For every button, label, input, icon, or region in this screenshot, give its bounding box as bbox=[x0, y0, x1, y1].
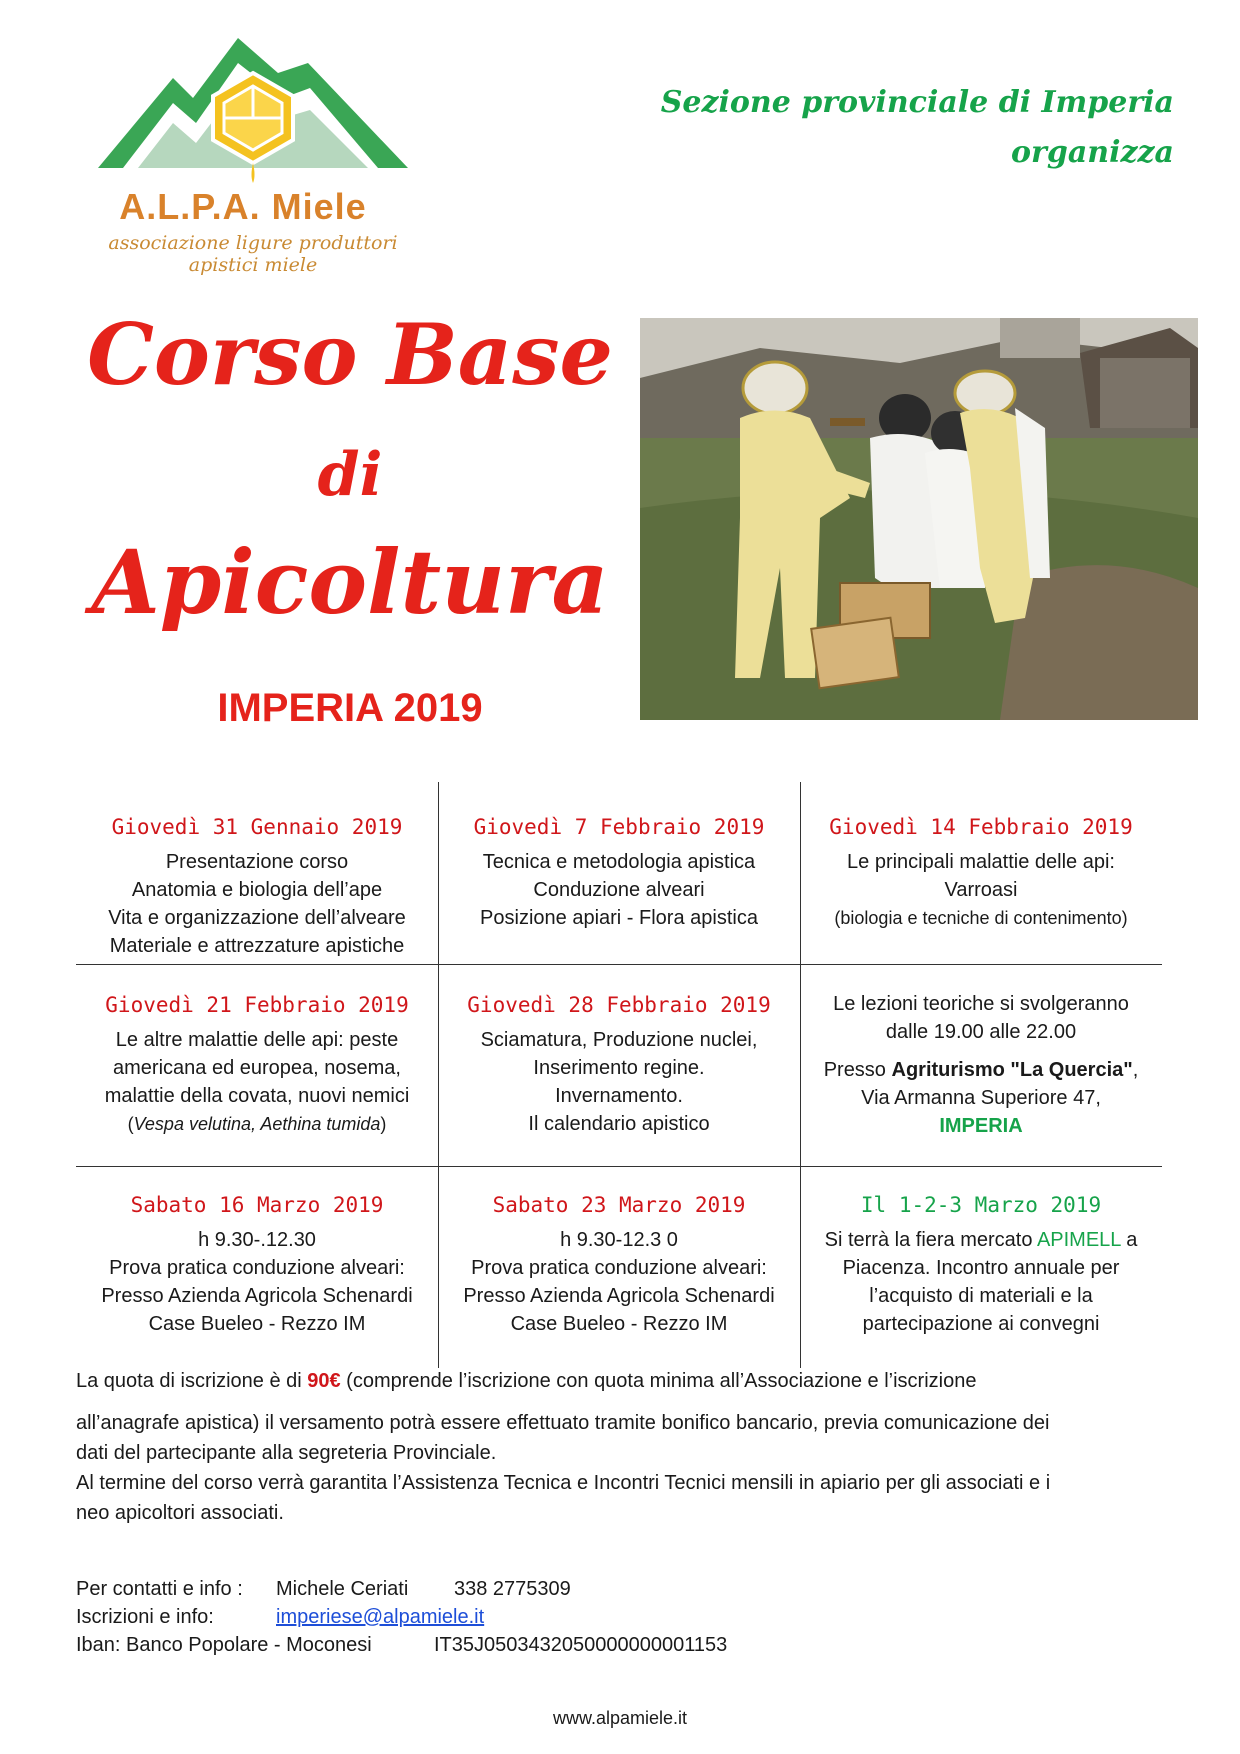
fee-amount: 90€ bbox=[307, 1370, 341, 1392]
lesson-topic: Case Bueleo - Rezzo IM bbox=[510, 1313, 728, 1335]
lesson-date: Giovedì 21 Febbraio 2019 bbox=[105, 993, 409, 1017]
beekeepers-photo bbox=[640, 318, 1198, 720]
fee-line1 bbox=[76, 1366, 1166, 1396]
fee-suffix: (comprende l’iscrizione con quota minima all’Associazione e l’iscrizione bbox=[340, 1370, 977, 1392]
mountain-honeycomb-icon bbox=[78, 18, 428, 188]
lesson-date: Giovedì 31 Gennaio 2019 bbox=[111, 815, 403, 839]
lesson-cell-3 bbox=[802, 812, 1160, 932]
fiera-topic: Piacenza. Incontro annuale per bbox=[842, 1257, 1120, 1279]
venue-name: Agriturismo "La Quercia" bbox=[891, 1059, 1133, 1081]
alpa-miele-logo bbox=[78, 18, 428, 276]
contact-info-label: Per contatti e info : bbox=[76, 1578, 243, 1600]
fiera-topic: partecipazione ai convegni bbox=[862, 1313, 1100, 1335]
lesson-topic: Il calendario apistico bbox=[528, 1113, 710, 1135]
grid-divider-2 bbox=[800, 782, 801, 1368]
grid-row-divider-2 bbox=[76, 1166, 1162, 1167]
fiera-topic: l’acquisto di materiali e la bbox=[869, 1285, 1093, 1307]
lesson-topic: h 9.30-.12.30 bbox=[198, 1229, 316, 1251]
sezione-line2: organizza bbox=[1011, 135, 1174, 170]
fee-line5: neo apicoltori associati. bbox=[76, 1502, 284, 1524]
lesson-time-info: Le lezioni teoriche si svolgeranno bbox=[833, 993, 1129, 1015]
note-paren-close: ) bbox=[380, 1114, 387, 1134]
lesson-topic: Inserimento regine. bbox=[533, 1057, 705, 1079]
logo-tagline: associazione ligure produttori apistici miele bbox=[108, 232, 398, 276]
lesson-date: Giovedì 14 Febbraio 2019 bbox=[829, 815, 1133, 839]
fee-line4: Al termine del corso verrà garantita l’Assistenza Tecnica e Incontri Tecnici mensili in apiario per gli associati e i bbox=[76, 1472, 1051, 1494]
lesson-date: Giovedì 28 Febbraio 2019 bbox=[467, 993, 771, 1017]
lesson-time-info: dalle 19.00 alle 22.00 bbox=[885, 1021, 1077, 1043]
lesson-topic: Invernamento. bbox=[555, 1085, 683, 1107]
contact-name: Michele Ceriati bbox=[276, 1578, 409, 1600]
lesson-topic: Case Bueleo - Rezzo IM bbox=[148, 1313, 366, 1335]
lesson-topic: Le altre malattie delle api: peste bbox=[115, 1029, 399, 1051]
lesson-date: Sabato 23 Marzo 2019 bbox=[492, 1193, 746, 1217]
lesson-topic: Anatomia e biologia dell’ape bbox=[131, 879, 383, 901]
venue-info-cell bbox=[802, 990, 1160, 1140]
lesson-topic: americana ed europea, nosema, bbox=[113, 1057, 401, 1079]
title-line4: IMPERIA 2019 bbox=[217, 686, 483, 730]
lesson-topic: Prova pratica conduzione alveari: bbox=[471, 1257, 767, 1279]
sezione-line1: Sezione provinciale di Imperia bbox=[660, 85, 1174, 120]
lesson-topic: Prova pratica conduzione alveari: bbox=[109, 1257, 405, 1279]
lesson-topic: h 9.30-12.3 0 bbox=[560, 1229, 678, 1251]
lesson-topic: Presso Azienda Agricola Schenardi bbox=[463, 1285, 775, 1307]
contact-phone: 338 2775309 bbox=[454, 1578, 571, 1600]
iban-label: Iban: Banco Popolare - Moconesi bbox=[76, 1634, 372, 1656]
lesson-topic: Conduzione alveari bbox=[533, 879, 705, 901]
venue-prefix: Presso bbox=[823, 1059, 892, 1081]
lesson-note-pests: Vespa velutina, Aethina tumida bbox=[133, 1114, 381, 1134]
fiera-prefix: Si terrà la fiera mercato bbox=[824, 1229, 1037, 1251]
note-paren-open: ( bbox=[127, 1114, 134, 1134]
lesson-topic: Sciamatura, Produzione nuclei, bbox=[480, 1029, 758, 1051]
lesson-cell-2 bbox=[440, 812, 798, 932]
fiera-cell bbox=[802, 1190, 1160, 1338]
fee-prefix: La quota di iscrizione è di bbox=[76, 1370, 308, 1392]
lesson-cell-5 bbox=[440, 990, 798, 1138]
iscrizioni-label: Iscrizioni e info: bbox=[76, 1606, 214, 1628]
fiera-line bbox=[802, 1226, 1160, 1254]
lesson-cell-4 bbox=[78, 990, 436, 1138]
lesson-topic: Tecnica e metodologia apistica bbox=[482, 851, 756, 873]
lesson-topic: Presentazione corso bbox=[165, 851, 349, 873]
lesson-cell-1 bbox=[78, 812, 436, 960]
logo-name: A.L.P.A. Miele bbox=[119, 186, 367, 227]
venue-address: Via Armanna Superiore 47, bbox=[861, 1087, 1101, 1109]
website-link[interactable]: www.alpamiele.it bbox=[552, 1708, 688, 1728]
fiera-name: APIMELL bbox=[1036, 1229, 1121, 1251]
lesson-topic: Vita e organizzazione dell’alveare bbox=[108, 907, 406, 929]
lesson-topic: malattie della covata, nuovi nemici bbox=[104, 1085, 410, 1107]
lesson-cell-7 bbox=[78, 1190, 436, 1338]
lesson-cell-8 bbox=[440, 1190, 798, 1338]
fee-paragraph bbox=[76, 1366, 1166, 1528]
lesson-date: Giovedì 7 Febbraio 2019 bbox=[473, 815, 765, 839]
lesson-topic: Presso Azienda Agricola Schenardi bbox=[101, 1285, 413, 1307]
contact-email-link[interactable]: imperiese@alpamiele.it bbox=[276, 1606, 485, 1628]
fee-line3: dati del partecipante alla segreteria Provinciale. bbox=[76, 1442, 497, 1464]
lesson-note: (biologia e tecniche di contenimento) bbox=[834, 908, 1128, 928]
title-line1: Corso Base bbox=[87, 305, 613, 404]
lesson-topic: Varroasi bbox=[944, 879, 1018, 901]
title-line2: di bbox=[317, 440, 383, 510]
lesson-date: Sabato 16 Marzo 2019 bbox=[130, 1193, 384, 1217]
fiera-date: Il 1-2-3 Marzo 2019 bbox=[860, 1193, 1102, 1217]
iban-value: IT35J0503432050000000001153 bbox=[434, 1634, 728, 1656]
sezione-heading bbox=[661, 78, 1174, 178]
fee-line2: all’anagrafe apistica) il versamento potrà essere effettuato tramite bonifico bancario, previa comunicazione dei bbox=[76, 1412, 1050, 1434]
fiera-suffix: a bbox=[1120, 1229, 1138, 1251]
grid-divider-1 bbox=[438, 782, 439, 1368]
venue-suffix: , bbox=[1132, 1059, 1139, 1081]
grid-row-divider-1 bbox=[76, 964, 1162, 965]
lesson-note bbox=[78, 1110, 436, 1138]
lesson-topic: Posizione apiari - Flora apistica bbox=[480, 907, 758, 929]
venue-city: IMPERIA bbox=[939, 1115, 1023, 1137]
venue-line bbox=[802, 1056, 1160, 1084]
lesson-topic: Le principali malattie delle api: bbox=[847, 851, 1115, 873]
lesson-topic: Materiale e attrezzature apistiche bbox=[109, 935, 405, 957]
title-line3: Apicoltura bbox=[91, 530, 609, 634]
